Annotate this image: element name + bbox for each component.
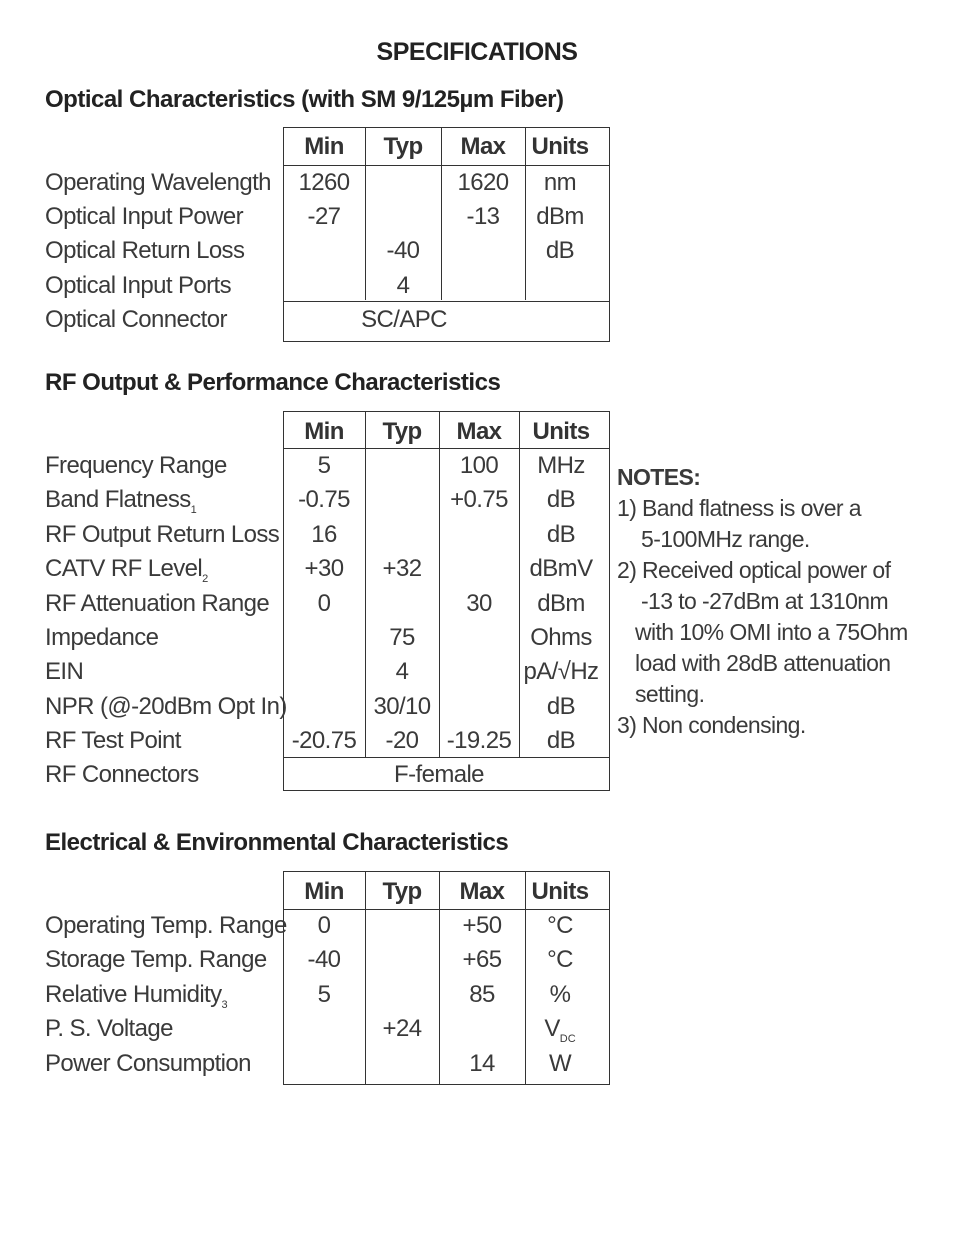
cell-typ: 30/10: [373, 692, 431, 720]
note-line: 2) Received optical power of: [617, 557, 891, 583]
header-units: Units: [531, 878, 589, 905]
row-label: RF Test Point: [45, 727, 181, 755]
cell-units: nm: [543, 169, 577, 196]
row-label: Optical Input Ports: [45, 271, 232, 299]
header-units: Units: [531, 133, 589, 160]
row-label: CATV RF Level$_2$: [45, 555, 209, 586]
note-line: load with 28dB attenuation: [635, 650, 891, 676]
cell-min: 16: [311, 520, 337, 548]
label-subscript: 3: [221, 998, 228, 1011]
cell-units: dBm: [537, 589, 585, 617]
note-line: 5-100MHz range.: [641, 526, 810, 552]
label-subscript: 1: [190, 504, 197, 517]
note-line: -13 to -27dBm at 1310nm: [641, 588, 889, 614]
cell-typ: -40: [386, 237, 420, 265]
cell-units: W: [548, 1049, 572, 1077]
cell-units: pA/√Hz: [523, 658, 599, 686]
cell-units: MHz: [537, 452, 585, 479]
row-label: Operating Wavelength: [45, 169, 271, 196]
cell-min: -0.75: [298, 486, 350, 514]
header-max: Max: [456, 418, 502, 445]
rf-section-title: RF Output & Performance Characteristics: [45, 369, 501, 396]
span-value: F-female: [394, 761, 484, 788]
note-line: setting.: [635, 681, 705, 707]
row-label: RF Attenuation Range: [45, 589, 270, 617]
row-label: Optical Return Loss: [45, 237, 245, 265]
cell-units: dB: [545, 237, 575, 265]
cell-max: +0.75: [450, 486, 508, 514]
row-label: EIN: [45, 658, 84, 686]
cell-units: dBm: [536, 203, 584, 231]
cell-units: dB: [546, 486, 576, 514]
row-label: Frequency Range: [45, 452, 227, 479]
cell-min: 0: [317, 912, 331, 939]
row-label: P. S. Voltage: [45, 1015, 173, 1043]
cell-max: -13: [466, 203, 500, 231]
header-typ: Typ: [382, 418, 422, 445]
cell-typ: -20: [385, 727, 419, 755]
note-line: with 10% OMI into a 75Ohm: [635, 619, 908, 645]
row-label: Band Flatness$_1$: [45, 486, 197, 517]
cell-units: %: [549, 980, 571, 1008]
cell-units: dB: [546, 520, 576, 548]
row-label: RF Connectors: [45, 761, 199, 788]
cell-units: dB: [546, 727, 576, 755]
row-label: RF Output Return Loss: [45, 520, 280, 548]
page-title: SPECIFICATIONS: [376, 38, 578, 66]
cell-min: 5: [317, 980, 331, 1008]
note-line: 1) Band flatness is over a: [617, 495, 861, 521]
header-units: Units: [532, 418, 590, 445]
header-min: Min: [304, 133, 344, 160]
row-label: Impedance: [45, 624, 159, 651]
note-line: 3) Non condensing.: [617, 712, 806, 738]
cell-min: 1260: [298, 169, 350, 196]
cell-max: -19.25: [446, 727, 512, 755]
header-typ: Typ: [382, 878, 422, 905]
cell-max: 85: [469, 980, 495, 1008]
cell-typ: +24: [382, 1015, 422, 1043]
label-subscript: 2: [202, 573, 209, 586]
cell-max: 1620: [457, 169, 509, 196]
notes-title: NOTES:: [617, 464, 701, 490]
header-min: Min: [304, 878, 344, 905]
cell-units: °C: [547, 946, 573, 974]
row-label: Operating Temp. Range: [45, 912, 287, 939]
cell-min: 5: [317, 452, 331, 479]
cell-typ: +32: [382, 555, 422, 583]
row-divider: [283, 301, 610, 302]
cell-max: +65: [462, 946, 502, 974]
header-typ: Typ: [383, 133, 423, 160]
span-value: SC/APC: [361, 306, 447, 333]
cell-units: dB: [546, 692, 576, 720]
optical-table: [283, 127, 610, 342]
row-label: Optical Input Power: [45, 203, 244, 231]
cell-typ: 75: [389, 624, 415, 651]
rf-table: [283, 411, 610, 791]
cell-min: 0: [317, 589, 331, 617]
cell-max: +50: [462, 912, 502, 939]
row-label: Power Consumption: [45, 1049, 251, 1077]
cell-max: 14: [469, 1049, 495, 1077]
cell-min: +30: [304, 555, 344, 583]
optical-section-title: Optical Characteristics (with SM 9/125µm Fiber): [45, 86, 564, 113]
header-max: Max: [459, 878, 505, 905]
row-label: Relative Humidity$_3$: [45, 980, 228, 1011]
cell-max: 30: [466, 589, 492, 617]
cell-typ: 4: [395, 658, 409, 686]
cell-typ: 4: [396, 271, 410, 299]
notes-block: [617, 462, 908, 741]
row-label: Optical Connector: [45, 306, 227, 333]
cell-units: dBmV: [529, 555, 593, 583]
cell-min: -27: [307, 203, 341, 231]
cell-min: -40: [307, 946, 341, 974]
row-label: Storage Temp. Range: [45, 946, 267, 974]
cell-units: $V_{DC}$: [544, 1015, 576, 1046]
cell-units: °C: [547, 912, 573, 939]
electrical-section-title: Electrical & Environmental Characteristics: [45, 829, 509, 856]
cell-units: Ohms: [530, 624, 592, 651]
cell-max: 100: [459, 452, 499, 479]
electrical-table: [283, 871, 610, 1085]
header-max: Max: [460, 133, 506, 160]
cell-min: -20.75: [291, 727, 357, 755]
header-min: Min: [304, 418, 344, 445]
row-label: NPR (@-20dBm Opt In): [45, 692, 287, 720]
units-subscript: DC: [559, 1033, 576, 1046]
